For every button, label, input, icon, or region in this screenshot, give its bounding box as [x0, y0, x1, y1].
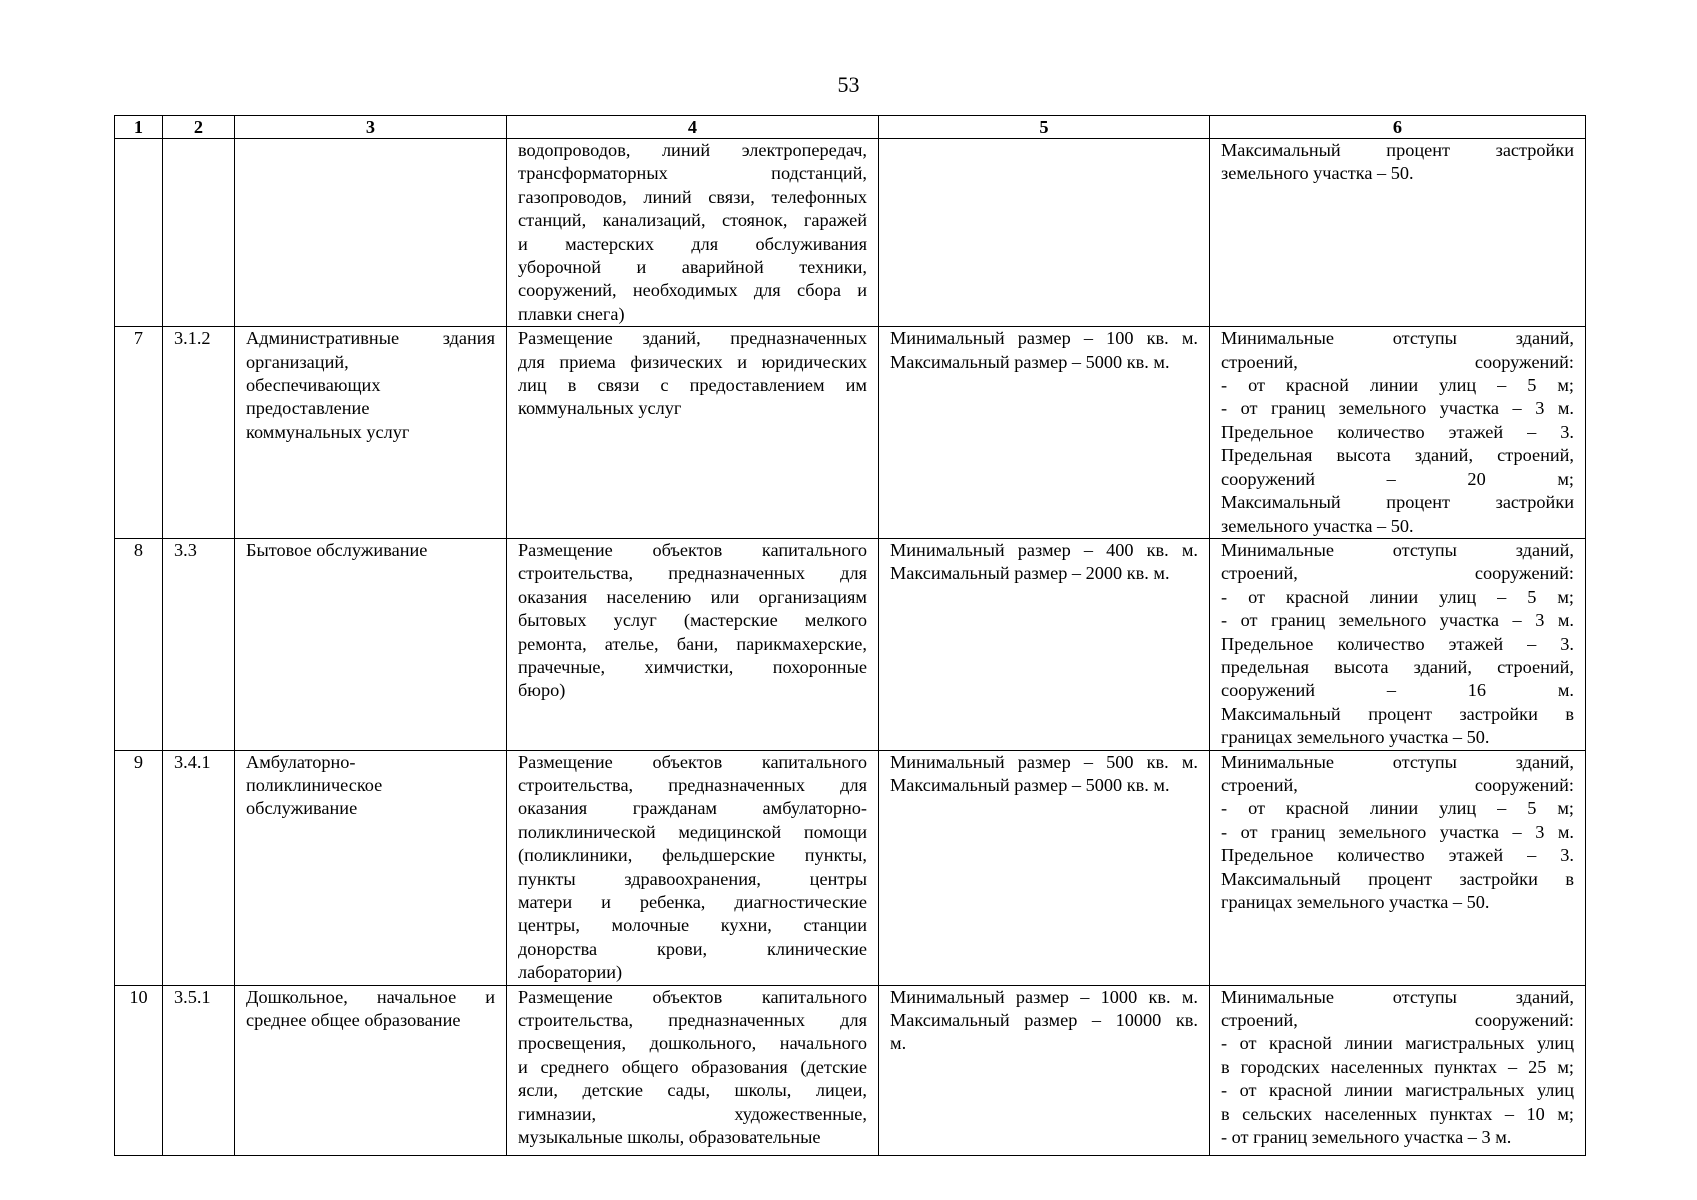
- row-number-cell: 7: [115, 327, 163, 539]
- description-line: плавки снега): [518, 303, 625, 324]
- description-line: оказания гражданам амбулаторно-: [518, 798, 867, 819]
- description-line: пункты здравоохранения, центры: [518, 868, 867, 889]
- building-parameter-line: строений, сооружений:: [1221, 351, 1574, 372]
- building-parameter-line: предельная высота зданий, строений,: [1221, 656, 1574, 677]
- building-parameters-cell: [1210, 327, 1586, 539]
- row-number-cell: 8: [115, 538, 163, 750]
- building-parameter-line: Минимальные отступы зданий,: [1221, 539, 1574, 560]
- building-parameter-line: - от границ земельного участка – 3 м.: [1221, 398, 1574, 419]
- description-line: (поликлиники, фельдшерские пункты,: [518, 845, 867, 866]
- description-line: водопроводов, линий электропередач,: [518, 140, 867, 160]
- plot-size-line: Минимальный размер – 400 кв. м.: [890, 539, 1198, 560]
- column-header: 3: [235, 116, 507, 139]
- land-use-name-line: обслуживание: [246, 798, 358, 819]
- row-number-cell: 9: [115, 750, 163, 985]
- description-line: трансформаторных подстанций,: [518, 163, 867, 184]
- land-use-description-cell: [507, 538, 879, 750]
- land-use-name-line: коммунальных услуг: [246, 421, 410, 442]
- land-use-name-line: Бытовое обслуживание: [246, 539, 428, 560]
- building-parameter-line: строений, сооружений:: [1221, 774, 1574, 795]
- land-use-name-cell: [235, 985, 507, 1155]
- land-use-name-line: Административные здания: [246, 328, 495, 349]
- plot-size-line: Максимальный размер – 5000 кв. м.: [890, 351, 1170, 372]
- building-parameters-cell: [1210, 750, 1586, 985]
- description-line: и среднего общего образования (детские: [518, 1056, 867, 1077]
- building-parameter-line: в городских населенных пунктах – 25 м;: [1221, 1056, 1574, 1077]
- land-use-description-cell: [507, 327, 879, 539]
- description-line: газопроводов, линий связи, телефонных: [518, 186, 867, 207]
- description-line: бытовых услуг (мастерские мелкого: [518, 610, 867, 631]
- description-line: центры, молочные кухни, станции: [518, 915, 867, 936]
- land-use-name-line: обеспечивающих: [246, 375, 381, 396]
- column-header: 4: [507, 116, 879, 139]
- table-header-row: [115, 116, 1586, 139]
- building-parameter-line: Максимальный процент застройки в: [1221, 703, 1574, 724]
- land-use-code-cell: 3.5.1: [163, 985, 235, 1155]
- land-use-code-cell: 3.3: [163, 538, 235, 750]
- table-row: [115, 327, 1586, 539]
- description-line: станций, канализаций, стоянок, гаражей: [518, 210, 867, 231]
- description-line: Размещение объектов капитального: [518, 751, 867, 772]
- land-use-name-line: Амбулаторно-: [246, 751, 356, 772]
- land-use-name-line: организаций,: [246, 351, 349, 372]
- plot-size-line: Минимальный размер – 100 кв. м.: [890, 328, 1198, 349]
- building-parameter-line: Предельное количество этажей – 3.: [1221, 845, 1574, 866]
- building-parameter-line: - от красной линии улиц – 5 м;: [1221, 375, 1574, 396]
- plot-size-cell: [879, 985, 1210, 1155]
- building-parameter-line: Максимальный процент застройки в: [1221, 868, 1574, 889]
- building-parameter-line: земельного участка – 50.: [1221, 163, 1414, 184]
- description-line: прачечные, химчистки, похоронные: [518, 656, 867, 677]
- building-parameters-cell: [1210, 985, 1586, 1155]
- building-parameters-cell: [1210, 139, 1586, 327]
- description-line: коммунальных услуг: [518, 398, 682, 419]
- column-header: 1: [115, 116, 163, 139]
- building-parameter-line: Предельное количество этажей – 3.: [1221, 633, 1574, 654]
- description-line: сооружений, необходимых для сбора и: [518, 280, 867, 301]
- description-line: строительства, предназначенных для: [518, 1010, 867, 1031]
- building-parameter-line: - от границ земельного участка – 3 м.: [1221, 821, 1574, 842]
- description-line: ясли, детские сады, школы, лицеи,: [518, 1080, 867, 1101]
- land-use-name-line: Дошкольное, начальное и: [246, 986, 495, 1007]
- column-header: 2: [163, 116, 235, 139]
- land-use-name-cell: [235, 139, 507, 327]
- description-line: Размещение объектов капитального: [518, 539, 867, 560]
- building-parameter-line: в сельских населенных пунктах – 10 м;: [1221, 1103, 1574, 1124]
- land-use-code-cell: [163, 139, 235, 327]
- row-number-cell: [115, 139, 163, 327]
- land-use-name-line: поликлиническое: [246, 774, 383, 795]
- building-parameter-line: - от красной линии улиц – 5 м;: [1221, 798, 1574, 819]
- description-line: Размещение зданий, предназначенных: [518, 328, 867, 349]
- land-use-description-cell: [507, 139, 879, 327]
- building-parameter-line: - от красной линии улиц – 5 м;: [1221, 586, 1574, 607]
- table-row: [115, 538, 1586, 750]
- building-parameter-line: сооружений – 16 м.: [1221, 680, 1574, 701]
- plot-size-cell: [879, 327, 1210, 539]
- plot-size-cell: [879, 139, 1210, 327]
- building-parameter-line: границах земельного участка – 50.: [1221, 892, 1490, 912]
- table-body: [115, 139, 1586, 1156]
- description-line: поликлинической медицинской помощи: [518, 821, 867, 842]
- column-header: 5: [879, 116, 1210, 139]
- description-line: донорства крови, клинические: [518, 938, 867, 959]
- building-parameters-cell: [1210, 538, 1586, 750]
- plot-size-line: Минимальный размер – 500 кв. м.: [890, 751, 1198, 772]
- building-parameter-line: Максимальный процент застройки: [1221, 492, 1574, 513]
- table-row: [115, 985, 1586, 1155]
- building-parameter-line: строений, сооружений:: [1221, 563, 1574, 584]
- row-number-cell: 10: [115, 985, 163, 1155]
- plot-size-line: Минимальный размер – 1000 кв. м.: [890, 986, 1198, 1007]
- land-use-description-cell: [507, 985, 879, 1155]
- description-line: матери и ребенка, диагностические: [518, 892, 867, 912]
- description-line: уборочной и аварийной техники,: [518, 257, 867, 278]
- column-header: 6: [1210, 116, 1586, 139]
- building-parameter-line: строений, сооружений:: [1221, 1010, 1574, 1031]
- page-number: 53: [837, 72, 860, 97]
- land-use-name-cell: [235, 750, 507, 985]
- building-parameter-line: сооружений – 20 м;: [1221, 468, 1574, 489]
- building-parameter-line: Максимальный процент застройки: [1221, 140, 1574, 160]
- building-parameter-line: Минимальные отступы зданий,: [1221, 328, 1574, 349]
- plot-size-cell: [879, 538, 1210, 750]
- description-line: и мастерских для обслуживания: [518, 233, 867, 254]
- land-use-description-cell: [507, 750, 879, 985]
- description-line: строительства, предназначенных для: [518, 563, 867, 584]
- description-line: для приема физических и юридических: [518, 351, 867, 372]
- building-parameter-line: границах земельного участка – 50.: [1221, 727, 1490, 748]
- description-line: ремонта, ателье, бани, парикмахерские,: [518, 633, 867, 654]
- building-parameter-line: Минимальные отступы зданий,: [1221, 751, 1574, 772]
- description-line: бюро): [518, 680, 566, 701]
- building-parameter-line: - от границ земельного участка – 3 м.: [1221, 610, 1574, 631]
- land-use-name-line: предоставление: [246, 398, 370, 419]
- description-line: лаборатории): [518, 962, 623, 983]
- plot-size-cell: [879, 750, 1210, 985]
- building-parameter-line: - от границ земельного участка – 3 м.: [1221, 1127, 1512, 1148]
- land-use-name-cell: [235, 327, 507, 539]
- land-use-name-cell: [235, 538, 507, 750]
- land-use-code-cell: 3.4.1: [163, 750, 235, 985]
- building-parameter-line: Минимальные отступы зданий,: [1221, 986, 1574, 1007]
- land-use-code-cell: 3.1.2: [163, 327, 235, 539]
- description-line: просвещения, дошкольного, начального: [518, 1033, 867, 1054]
- plot-size-line: м.: [890, 1033, 907, 1054]
- building-parameter-line: Предельная высота зданий, строений,: [1221, 445, 1574, 466]
- zoning-regulations-table: [114, 115, 1586, 1156]
- building-parameter-line: земельного участка – 50.: [1221, 515, 1414, 536]
- plot-size-line: Максимальный размер – 5000 кв. м.: [890, 774, 1170, 795]
- building-parameter-line: - от красной линии магистральных улиц: [1221, 1080, 1574, 1101]
- building-parameter-line: - от красной линии магистральных улиц: [1221, 1033, 1574, 1054]
- description-line: лиц в связи с предоставлением им: [518, 375, 867, 396]
- land-use-name-line: среднее общее образование: [246, 1010, 461, 1031]
- table-row: [115, 139, 1586, 327]
- plot-size-line: Максимальный размер – 10000 кв.: [890, 1010, 1198, 1031]
- table-row: [115, 750, 1586, 985]
- description-line: гимназии, художественные,: [518, 1103, 867, 1124]
- description-line: музыкальные школы, образовательные: [518, 1127, 821, 1148]
- building-parameter-line: Предельное количество этажей – 3.: [1221, 421, 1574, 442]
- description-line: оказания населению или организациям: [518, 586, 867, 607]
- plot-size-line: Максимальный размер – 2000 кв. м.: [890, 563, 1170, 584]
- description-line: Размещение объектов капитального: [518, 986, 867, 1007]
- description-line: строительства, предназначенных для: [518, 774, 867, 795]
